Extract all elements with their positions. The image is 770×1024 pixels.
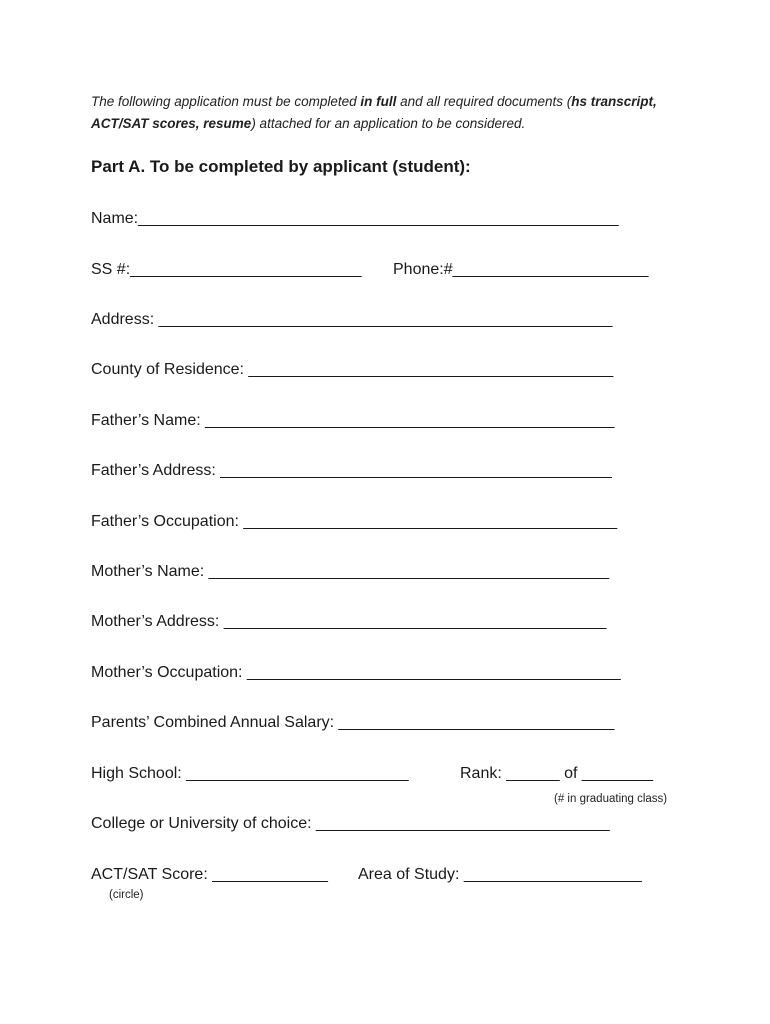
- rank-note: (# in graduating class): [554, 793, 668, 805]
- ss-field[interactable]: SS #:__________________________: [91, 261, 362, 278]
- instructions-text-3: ) attached for an application to be considered.: [251, 116, 526, 131]
- instructions-paragraph: [91, 91, 691, 135]
- mother-name-field[interactable]: Mother’s Name: _____________________________________________: [91, 563, 610, 580]
- mother-occupation-field[interactable]: Mother’s Occupation: __________________________________________: [91, 664, 621, 681]
- father-occupation-field[interactable]: Father’s Occupation: __________________________________________: [91, 513, 618, 530]
- father-address-field[interactable]: Father’s Address: ____________________________________________: [91, 462, 612, 479]
- parents-combined-salary-field[interactable]: Parents’ Combined Annual Salary: _______________________________: [91, 714, 615, 731]
- circle-note: (circle): [109, 889, 144, 901]
- phone-field[interactable]: Phone:#______________________: [393, 261, 649, 278]
- high-school-field[interactable]: High School: _________________________: [91, 765, 409, 782]
- instructions-emphasis-documents: hs transcript, ACT/SAT scores, resume: [91, 94, 657, 131]
- area-of-study-field[interactable]: Area of Study: ____________________: [358, 866, 642, 883]
- instructions-text-1: The following application must be completed: [91, 94, 361, 109]
- instructions-text-2: and all required documents (: [396, 94, 572, 109]
- college-choice-field[interactable]: College or University of choice: _________________________________: [91, 815, 610, 832]
- name-field[interactable]: Name:______________________________________________________: [91, 210, 619, 227]
- address-field[interactable]: Address: ___________________________________________________: [91, 311, 613, 328]
- father-name-field[interactable]: Father’s Name: ______________________________________________: [91, 412, 615, 429]
- act-sat-score-field[interactable]: ACT/SAT Score: _____________: [91, 866, 328, 883]
- mother-address-field[interactable]: Mother’s Address: ___________________________________________: [91, 613, 607, 630]
- county-of-residence-field[interactable]: County of Residence: _________________________________________: [91, 361, 614, 378]
- instructions-emphasis-in-full: in full: [360, 94, 397, 109]
- rank-field[interactable]: Rank: ______ of ________: [460, 765, 654, 782]
- part-a-title: Part A. To be completed by applicant (student):: [91, 157, 471, 176]
